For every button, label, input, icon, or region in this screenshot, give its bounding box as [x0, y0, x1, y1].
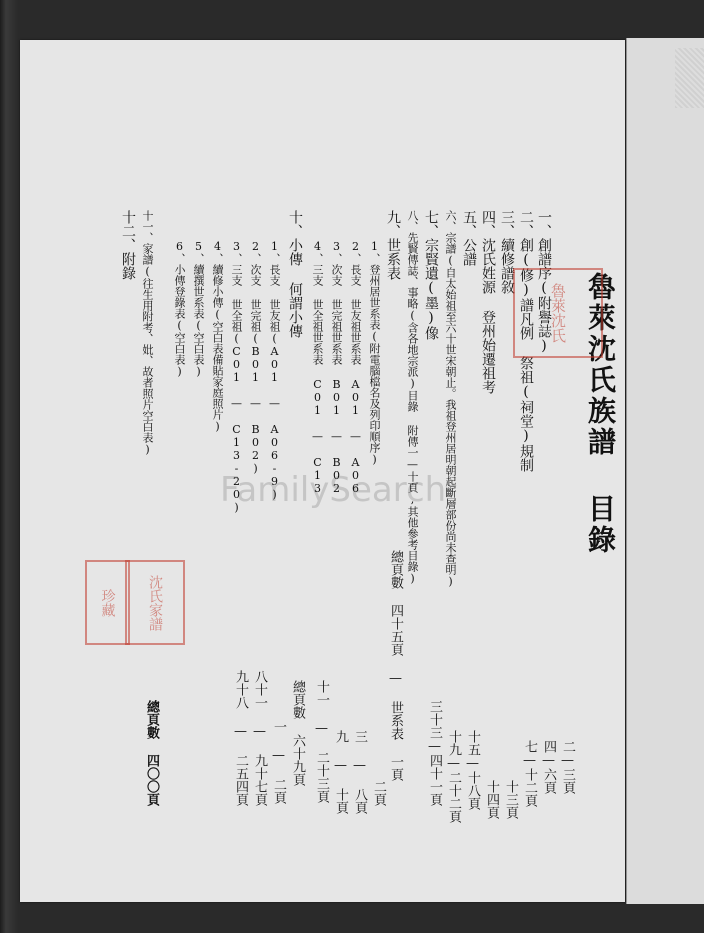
- toc-entry-14: 十、小傳 何謂小傳: [287, 210, 303, 338]
- toc-entry-1: 一、創譜序(附譽誌): [536, 210, 552, 354]
- page-ref-5: 十四頁: [484, 780, 499, 819]
- seal-stamp-left-1: 沈氏家譜: [125, 560, 185, 645]
- toc-entry-9: 九、世系表: [385, 210, 401, 280]
- page-ref-12: 九 — 十頁: [333, 730, 348, 814]
- page-ref-21: 總頁數 四〇〇頁: [144, 700, 159, 806]
- toc-entry-13: 4、三支 世全祖世系表 C01 — C13: [311, 240, 324, 495]
- adjacent-page: [626, 38, 704, 904]
- page-title: 魯萊沈氏族譜 目錄: [584, 272, 617, 556]
- page-ref-17: 九十八 — 二五四頁: [233, 670, 248, 806]
- page-ref-1: 二—三頁: [560, 740, 575, 794]
- document-page: [20, 40, 625, 902]
- toc-entry-15: 1、長支 世友祖(A01 — A06-9): [268, 240, 281, 501]
- toc-entry-12: 3、次支 世完祖世系表 B01 — B02: [330, 240, 343, 495]
- page-ref-16: 八十一 — 九十七頁: [252, 670, 267, 806]
- page-ref-9: 總頁數 四十五頁 — 世系表 一頁: [388, 550, 403, 781]
- page-ref-3: 七—十二頁: [522, 740, 537, 807]
- toc-entry-20: 6、小傳登錄表(空白表): [173, 240, 186, 378]
- toc-entry-7: 七、宗賢遺(墨)像: [423, 210, 439, 340]
- page-ref-13: 十一 — 二十三頁: [314, 680, 329, 803]
- toc-entry-16: 2、次支 世完祖(B01 — B02): [249, 240, 262, 475]
- toc-entry-22: 十二、附錄: [120, 210, 136, 280]
- page-ref-11: 三 — 八頁: [352, 730, 367, 814]
- page-ref-10: 二頁: [371, 780, 386, 806]
- watermark: FamilySearch: [220, 470, 447, 510]
- page-ref-15: 一 — 二頁: [271, 720, 286, 804]
- toc-entry-3: 三、續修譜敘: [499, 210, 515, 294]
- toc-entry-8: 八、先賢傳誌、事略(含各地宗派)目錄 附傳一—十頁,其他參考目錄): [406, 210, 419, 585]
- toc-entry-18: 4、續修小傳(空白表備貼家庭照片): [211, 240, 224, 433]
- toc-entry-10: 1、登州居世系表(附電腦檔名及列印順序): [368, 240, 381, 466]
- toc-entry-5: 五、公譜: [461, 210, 477, 266]
- seal-stamp-top: 魯萊沈氏: [513, 268, 603, 358]
- toc-entry-21: 十一、家譜(往生用附考、妣、故者照片空白表): [141, 210, 154, 456]
- toc-entry-17: 3、三支 世全祖(C01 — C13-20): [230, 240, 243, 514]
- toc-entry-19: 5、續撰世系表(空白表): [192, 240, 205, 378]
- page-ref-4: 十三頁: [503, 780, 518, 819]
- toc-entry-2: 二、創(修)譜凡例 祭祖(祠堂)規制: [518, 210, 534, 472]
- page-stain: [675, 48, 704, 108]
- seal-stamp-left-2: 珍藏: [85, 560, 130, 645]
- page-ref-14: 總頁數 六十九頁: [290, 680, 305, 786]
- toc-entry-11: 2、長支 世友祖世系表 A01 — A06: [349, 240, 362, 495]
- toc-entry-4: 四、沈氏姓源 登州始遷祖考: [480, 210, 496, 394]
- page-ref-8: 三十三—四十一頁: [427, 700, 442, 806]
- page-ref-2: 四—六頁: [541, 740, 556, 794]
- page-ref-6: 十五—十八頁: [465, 730, 480, 810]
- page-ref-7: 十九—二十二頁: [446, 730, 461, 823]
- toc-entry-6: 六、宗譜(自太始祖至六十世宋朝止。我祖登州居明朝起斷層部份尚未查明): [444, 210, 457, 588]
